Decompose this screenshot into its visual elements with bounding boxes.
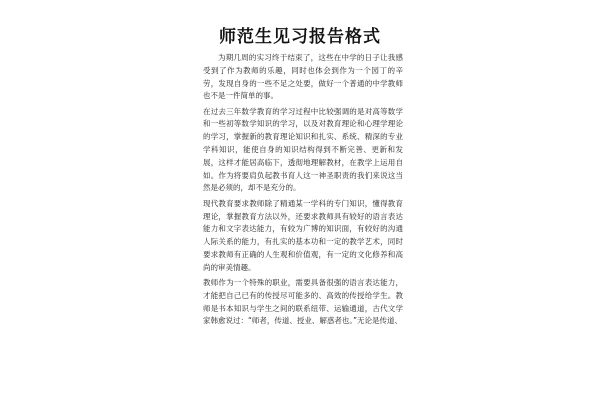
paragraph-language-skills: 教师作为一个特殊的职业，需要具备很强的语言表达能力，才能把自己已有的传授尽可能多的、高效的传授给学生。教师是书本知识与学生之间的联系纽带、运输通道，古代文学家韩愈说过：“师者，传道、授业、解惑者也。”无论是传道、 [203,278,403,326]
document-title: 师范生见习报告格式 [219,27,381,47]
paragraph-intro: 为期几周的实习终于结束了，这些在中学的日子让我感受到了作为教师的乐趣，同时也体会到作为一个园丁的辛劳，发现自身的一些不足之处要，做好一个普通的中学教师也不是一件简单的事。 [203,53,403,101]
paragraph-teacher-requirements: 现代教育要求教师除了精通某一学科的专门知识，懂得教育理论，掌握教育方法以外，还要求教师具有较好的语言表达能力和文字表达能力，有较为广博的知识面，有较好的沟通人际关系的能力，有扎实的基本功和一定的教学艺术，同时要求教师有正确的人生观和价值观，有一定的文化修养和高尚的审美情趣。 [203,198,403,272]
document-body [203,52,403,331]
paragraph-study-background: 在过去三年数学教育的学习过程中比较强调的是对高等数学和一些初等数学知识的学习，以及对教育理论和心理学理论的学习，掌握新的教育理论知识和扎实、系统、精深的专业学科知识，能使自身的知识结构得到不断完善、更新和发展，这样才能居高临下，透彻地理解教材，在教学上运用自如。作为将要肩负起教书育人这一神圣职责的我们来说这当然是必须的，却不是充分的。 [203,106,403,193]
